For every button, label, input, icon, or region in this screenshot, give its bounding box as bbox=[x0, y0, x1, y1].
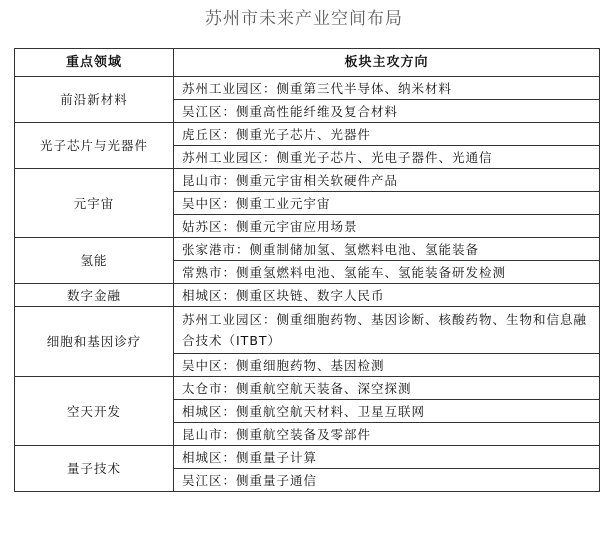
layout-table bbox=[14, 48, 600, 492]
direction-cell: 姑苏区：侧重元宇宙应用场景 bbox=[174, 215, 600, 238]
page-title: 苏州市未来产业空间布局 bbox=[205, 9, 403, 29]
field-cell: 前沿新材料 bbox=[15, 77, 174, 123]
table-row bbox=[15, 238, 600, 261]
table-row bbox=[15, 377, 600, 400]
table-row bbox=[15, 307, 600, 354]
field-cell: 空天开发 bbox=[15, 377, 174, 446]
direction-cell: 相城区：侧重航空航天材料、卫星互联网 bbox=[174, 400, 600, 423]
field-cell: 光子芯片与光器件 bbox=[15, 123, 174, 169]
header-field: 重点领域 bbox=[15, 49, 174, 77]
direction-cell: 张家港市：侧重制储加氢、氢燃料电池、氢能装备 bbox=[174, 238, 600, 261]
direction-cell: 相城区：侧重区块链、数字人民币 bbox=[174, 284, 600, 307]
table-row bbox=[15, 77, 600, 100]
direction-cell: 虎丘区：侧重光子芯片、光器件 bbox=[174, 123, 600, 146]
direction-cell: 苏州工业园区：侧重光子芯片、光电子器件、光通信 bbox=[174, 146, 600, 169]
direction-cell: 吴中区：侧重工业元宇宙 bbox=[174, 192, 600, 215]
direction-cell: 苏州工业园区：侧重第三代半导体、纳米材料 bbox=[174, 77, 600, 100]
table-header-row bbox=[15, 49, 600, 77]
field-cell: 氢能 bbox=[15, 238, 174, 284]
direction-cell: 常熟市：侧重氢燃料电池、氢能车、氢能装备研发检测 bbox=[174, 261, 600, 284]
field-cell: 数字金融 bbox=[15, 284, 174, 307]
table-row bbox=[15, 284, 600, 307]
direction-cell: 吴江区：侧重高性能纤维及复合材料 bbox=[174, 100, 600, 123]
table-row bbox=[15, 169, 600, 192]
direction-cell: 苏州工业园区：侧重细胞药物、基因诊断、核酸药物、生物和信息融合技术（ITBT） bbox=[174, 307, 600, 354]
direction-cell: 太仓市：侧重航空航天装备、深空探测 bbox=[174, 377, 600, 400]
table-row bbox=[15, 123, 600, 146]
field-cell: 量子技术 bbox=[15, 446, 174, 492]
field-cell: 细胞和基因诊疗 bbox=[15, 307, 174, 377]
direction-cell: 相城区：侧重量子计算 bbox=[174, 446, 600, 469]
direction-cell: 吴江区：侧重量子通信 bbox=[174, 469, 600, 492]
direction-cell: 吴中区：侧重细胞药物、基因检测 bbox=[174, 354, 600, 377]
table-row bbox=[15, 446, 600, 469]
direction-cell: 昆山市：侧重元宇宙相关软硬件产品 bbox=[174, 169, 600, 192]
header-direction: 板块主攻方向 bbox=[174, 49, 600, 77]
direction-cell: 昆山市：侧重航空装备及零部件 bbox=[174, 423, 600, 446]
field-cell: 元宇宙 bbox=[15, 169, 174, 238]
